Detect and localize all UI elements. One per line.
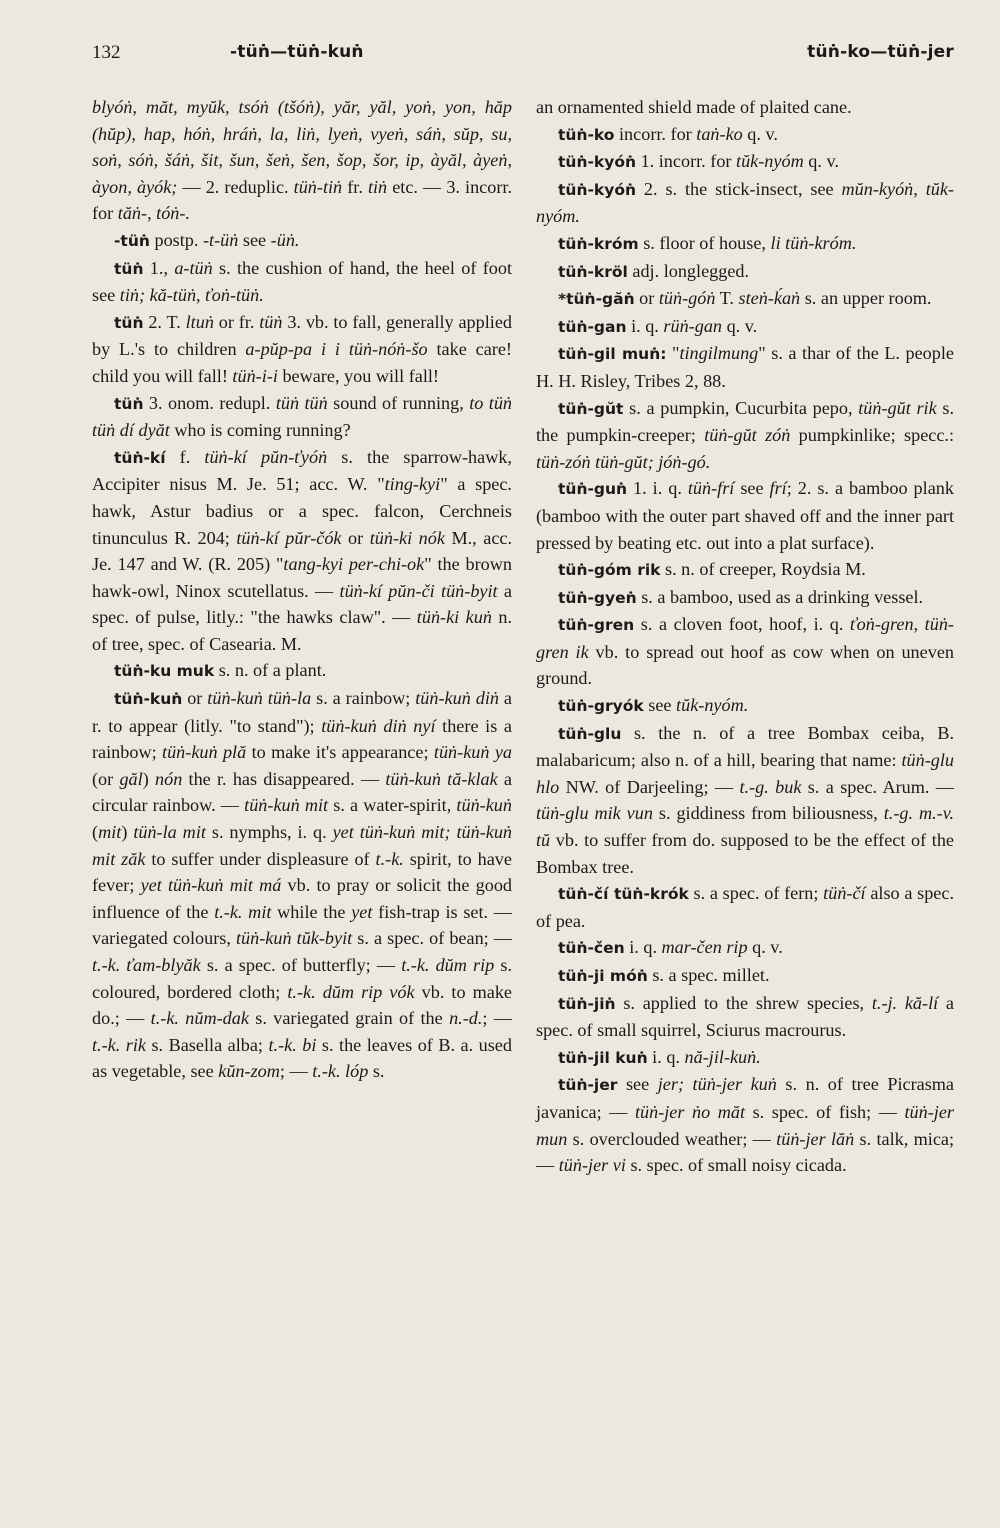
- entry-text: or: [341, 527, 370, 548]
- entry-text: or: [634, 288, 659, 309]
- entry-text: yet tüṅ-kuṅ mit má: [140, 875, 282, 896]
- entry-headword: tüṅ-gren: [558, 616, 635, 635]
- entry-text: tüṅ-ki kuṅ: [416, 607, 492, 628]
- entry-text: also a spec. of pea.: [536, 883, 954, 931]
- dictionary-entry: [536, 584, 954, 612]
- dictionary-entry: [536, 990, 954, 1044]
- entry-text: tüṅ-góṅ: [658, 288, 716, 309]
- entry-text: " s. a thar of the L. people H. H. Risley, Tribes 2, 88.: [536, 343, 954, 391]
- entry-headword: tüṅ-guṅ: [558, 480, 628, 499]
- entry-text: a circular rainbow. —: [92, 768, 512, 816]
- entry-text: tüṅ-kuṅ tŭk-byit: [236, 928, 353, 949]
- entry-text: s. a spec. of butterfly; —: [200, 955, 402, 975]
- entry-text: ťoṅ-gren, tüṅ-gren ik: [536, 614, 954, 662]
- page-header: [92, 42, 954, 72]
- entry-text: s. the cushion of hand, the heel of foot see: [92, 257, 513, 306]
- entry-text: s. n. of tree Picrasma javanica; —: [536, 1074, 954, 1122]
- entry-text: tüṅ-zóṅ tüṅ-gŭt; jóṅ-gó.: [536, 451, 711, 472]
- dictionary-entry: [536, 395, 954, 476]
- entry-text: t.-j. kă-lí: [871, 992, 939, 1013]
- entry-text: who is coming running?: [169, 420, 351, 441]
- entry-text: t.-k. nŭm-dak: [150, 1008, 249, 1029]
- entry-text: s. applied to the shrew species,: [615, 992, 872, 1013]
- entry-text: i. q.: [626, 315, 664, 336]
- entry-headword: tüṅ: [114, 313, 144, 332]
- entry-text: q. v.: [722, 315, 758, 336]
- entry-text: s. talk, mica; —: [536, 1128, 955, 1176]
- entry-text: ltuṅ: [185, 311, 214, 332]
- right-column: [536, 94, 954, 1179]
- dictionary-entry: [92, 227, 512, 255]
- entry-headword: tüṅ: [114, 394, 144, 413]
- entry-text: vb. to pray or solicit the good influence of the: [92, 875, 513, 922]
- entry-text: jer; tüṅ-jer kuṅ: [657, 1074, 777, 1095]
- entry-text: spirit, to have fever;: [92, 848, 512, 896]
- entry-text: 1. incorr. for: [636, 151, 737, 172]
- entry-text: s. a rainbow;: [311, 688, 416, 709]
- entry-text: ): [142, 768, 155, 789]
- dictionary-entry: [536, 1044, 954, 1072]
- entry-text: tiṅ: [367, 176, 388, 197]
- entry-text: s. coloured, bordered cloth;: [92, 955, 513, 1002]
- entry-text: s. a spec. millet.: [647, 965, 770, 985]
- entry-text: s. a water-spirit,: [328, 795, 457, 816]
- dictionary-entry: [536, 934, 954, 962]
- entry-text: s. nymphs, i. q.: [205, 822, 333, 843]
- entry-text: (: [92, 822, 99, 843]
- entry-text: s. n. of a plant.: [214, 660, 327, 681]
- entry-headword: tüṅ-kuṅ: [114, 690, 183, 709]
- entry-text: fish-trap is set. — variegated colours,: [92, 901, 512, 949]
- entry-text: t.-g. buk: [739, 776, 802, 797]
- entry-text: t.-g. m.-v. tŭ: [536, 803, 954, 851]
- dictionary-entry: [92, 94, 512, 227]
- entry-text: s. a spec. of fern;: [688, 883, 824, 904]
- entry-text: s. floor of house,: [638, 232, 771, 253]
- running-head-right: tüṅ-ko—tüṅ-jer: [807, 42, 954, 62]
- entry-text: s. the sparrow-hawk, Accipiter nisus M. Je. 51; acc. W. ": [92, 446, 512, 495]
- entry-text: tüṅ-kuṅ ya: [433, 742, 512, 763]
- entry-text: kŭn-zom: [218, 1061, 280, 1082]
- entry-headword: tüṅ-gan: [558, 317, 627, 336]
- entry-text: to suffer under displeasure of: [145, 848, 376, 869]
- entry-text: s. spec. of fish; —: [745, 1101, 905, 1122]
- dictionary-entry: [536, 121, 954, 149]
- entry-headword: tüṅ-gyeṅ: [558, 588, 637, 607]
- entry-text: s. the leaves of B. a. used as vegetable, see: [92, 1034, 512, 1082]
- entry-headword: tüṅ-jer: [558, 1076, 618, 1095]
- entry-text: s. spec. of small noisy cicada.: [625, 1155, 847, 1176]
- entry-headword: tüṅ-čí tüṅ-krók: [558, 885, 689, 904]
- entry-text: s. a bamboo, used as a drinking vessel.: [636, 586, 924, 607]
- entry-headword: tüṅ-gil muṅ:: [558, 345, 667, 364]
- entry-text: incorr. for: [614, 123, 697, 144]
- entry-text: pumpkinlike; specc.:: [790, 425, 955, 446]
- entry-text: steṅ-ḱaṅ: [738, 288, 801, 309]
- entry-text: t.-k. mit: [214, 901, 272, 922]
- dictionary-entry: [536, 880, 954, 934]
- entry-text: tüṅ-jer mun: [536, 1101, 954, 1149]
- entry-text: -üṅ.: [270, 229, 300, 250]
- entry-text: frí: [769, 478, 787, 499]
- entry-text: 2. s. the stick-insect, see: [636, 178, 842, 199]
- entry-text: s. a pumpkin, Cucurbita pepo,: [623, 397, 859, 418]
- entry-text: yet tüṅ-kuṅ mit; tüṅ-kuṅ mit zăk: [92, 822, 513, 869]
- entry-headword: tüṅ: [114, 259, 144, 278]
- entry-text: tiṅ; kă-tüṅ, ťoṅ-tüṅ.: [119, 285, 264, 306]
- entry-text: mar-čen rip: [661, 937, 748, 958]
- entry-text: s. variegated grain of the: [248, 1008, 450, 1029]
- entry-text: 3. vb. to fall, generally applied by L.'s to children: [92, 311, 513, 360]
- entry-text: or fr.: [213, 311, 260, 332]
- entry-text: tüṅ-kuṅ tüṅ-la: [207, 688, 312, 709]
- entry-text: s. the pumpkin-creeper;: [536, 397, 954, 446]
- entry-text: while the: [271, 901, 352, 922]
- entry-text: tüṅ-ki nók: [369, 527, 445, 548]
- entry-text: T.: [715, 288, 739, 309]
- entry-text: f.: [165, 446, 205, 467]
- dictionary-entry: [536, 692, 954, 720]
- entry-text: q. v.: [742, 123, 778, 144]
- entry-text: mit: [98, 822, 122, 843]
- entry-text: t.-k. ťam-blyăk: [92, 955, 201, 975]
- entry-text: to tüṅ tüṅ dí dyăt: [92, 392, 513, 441]
- entry-text: a spec. of small squirrel, Sciurus macrourus.: [536, 992, 955, 1041]
- entry-text: tüṅ-jer vi: [558, 1155, 626, 1176]
- entry-text: rüṅ-gan: [663, 315, 723, 336]
- entry-headword: tüṅ-kyóṅ: [558, 153, 637, 172]
- entry-headword: tüṅ-kí: [114, 448, 166, 467]
- dictionary-entry: [536, 285, 954, 313]
- entry-text: (or: [92, 768, 120, 789]
- entry-text: t.-k. bi: [268, 1034, 317, 1055]
- dictionary-entry: [536, 611, 954, 692]
- entry-text: see: [643, 695, 677, 716]
- dictionary-entry: [536, 258, 954, 286]
- entry-text: s. Basella alba;: [145, 1034, 269, 1055]
- entry-text: tüṅ-čí: [823, 883, 866, 904]
- entry-text: postp.: [149, 229, 203, 250]
- entry-text: vb. to make do.; —: [92, 981, 512, 1029]
- entry-text: tüṅ-kí pŭr-čók: [236, 527, 342, 548]
- entry-headword: tüṅ-ko: [558, 125, 615, 144]
- entry-text: ): [121, 822, 134, 843]
- running-head-left: -tüṅ—tüṅ-kuṅ: [230, 42, 364, 62]
- entry-text: " a spec. hawk, Astur badius or a spec. falcon, Cerchneis tinunculus R. 204;: [92, 474, 512, 548]
- entry-text: tüṅ-jer ṅo măt: [634, 1101, 746, 1122]
- entry-text: vb. to spread out hoof as cow when on uneven ground.: [536, 641, 954, 689]
- left-column: [92, 94, 512, 1085]
- dictionary-entry: [536, 340, 954, 394]
- entry-text: s. giddiness from biliousness,: [652, 803, 884, 824]
- entry-text: tüṅ: [259, 311, 283, 332]
- entry-text: tŭk-nyóm: [736, 151, 804, 172]
- entry-text: tüṅ-frí: [687, 478, 735, 499]
- entry-text: adj. longlegged.: [627, 260, 750, 281]
- entry-text: tüṅ-kuṅ diṅ: [415, 688, 499, 709]
- dictionary-entry: [536, 230, 954, 258]
- entry-text: see: [238, 229, 271, 250]
- entry-text: tŭk-nyóm.: [676, 695, 749, 716]
- entry-text: s. an upper room.: [800, 288, 932, 309]
- entry-text: M., acc. Je. 147 and W. (R. 205) ": [92, 527, 513, 575]
- dictionary-entry: [92, 657, 512, 685]
- entry-text: nón: [155, 768, 183, 789]
- entry-text: q. v.: [803, 151, 839, 172]
- entry-text: nă-jil-kuṅ.: [684, 1046, 761, 1067]
- entry-text: tüṅ-kuṅ diṅ nyí: [321, 715, 436, 736]
- page-number: 132: [92, 42, 121, 63]
- dictionary-entry: [536, 313, 954, 341]
- entry-text: ; 2. s. a bamboo plank (bamboo with the outer part shaved off and the inner part pressed by beating etc. out into a plat surface).: [536, 478, 954, 553]
- entry-text: -t-üṅ: [202, 229, 239, 250]
- dictionary-entry: [92, 309, 512, 390]
- entry-text: to make it's appearance;: [246, 742, 434, 763]
- dictionary-entry: [92, 444, 512, 658]
- entry-text: etc. — 3. incorr. for: [92, 176, 512, 224]
- entry-text: tüṅ-glu hlo: [536, 750, 954, 797]
- entry-headword: tüṅ-ji móṅ: [558, 967, 648, 985]
- entry-text: t.-k. rik: [92, 1034, 146, 1055]
- entry-text: yet: [351, 901, 373, 922]
- dictionary-entry: [536, 176, 954, 230]
- entry-headword: tüṅ-kyóṅ: [558, 180, 637, 199]
- entry-text: vb. to suffer from do. supposed to be the effect of the Bombax tree.: [536, 830, 954, 877]
- entry-text: 1.,: [143, 257, 175, 278]
- entry-text: ; —: [279, 1061, 313, 1082]
- entry-text: tüṅ-tiṅ: [293, 176, 343, 197]
- entry-text: i. q.: [624, 937, 662, 958]
- entry-headword: tüṅ-jiṅ: [558, 994, 616, 1013]
- entry-text: tüṅ-kuṅ plă: [162, 742, 247, 763]
- entry-text: tüṅ-kuṅ tă-klak: [385, 768, 498, 789]
- entry-text: an ornamented shield made of plaited cane.: [536, 97, 852, 117]
- entry-text: see: [617, 1074, 658, 1095]
- entry-text: fr.: [342, 176, 368, 197]
- dictionary-entry: [536, 962, 954, 990]
- entry-headword: tüṅ-króm: [558, 234, 639, 253]
- dictionary-entry: [536, 1071, 954, 1178]
- entry-text: there is a rainbow;: [92, 715, 512, 763]
- entry-text: the r. has disappeared. —: [182, 768, 386, 789]
- entry-text: a r. to appear (litly. "to stand");: [92, 688, 512, 736]
- entry-text: 3. onom. redupl.: [143, 392, 276, 413]
- entry-text: tüṅ-i-i: [232, 365, 278, 386]
- entry-text: ": [666, 343, 680, 364]
- entry-text: tüṅ tüṅ: [275, 392, 328, 413]
- entry-text: t.-k. dŭm rip: [401, 955, 495, 975]
- entry-text: găl: [119, 768, 143, 789]
- entry-text: a spec. of pulse, litly.: "the hawks claw". —: [92, 580, 512, 628]
- entry-text: taṅ-ko: [696, 123, 743, 144]
- entry-text: mŭn-kyóṅ, tŭk-nyóm.: [536, 178, 954, 227]
- dictionary-entry: [536, 720, 954, 881]
- entry-text: NW. of Darjeeling; —: [559, 776, 740, 797]
- entry-text: beware, you will fall!: [277, 365, 439, 386]
- entry-text: s. n. of creeper, Roydsia M.: [660, 559, 866, 580]
- dictionary-entry: [536, 148, 954, 176]
- entry-headword: *tüṅ-găṅ: [558, 290, 635, 309]
- entry-text: tingilmung: [679, 343, 759, 364]
- entry-text: tüṅ-kuṅ mit: [244, 795, 329, 816]
- entry-text: or: [182, 688, 208, 709]
- entry-headword: -tüṅ: [114, 231, 150, 250]
- entry-text: s. a spec. Arum. —: [801, 776, 954, 797]
- entry-text: tang-kyi per-chi-ok: [283, 554, 425, 575]
- entry-text: see: [734, 478, 770, 499]
- entry-text: take care! child you will fall!: [92, 339, 512, 386]
- entry-text: tüṅ-jer lăṅ: [776, 1128, 855, 1149]
- entry-headword: tüṅ-gŭt: [558, 399, 624, 418]
- dictionary-entry: [536, 475, 954, 556]
- entry-headword: tüṅ-kröl: [558, 262, 628, 281]
- entry-text: blyóṅ, măt, myŭk, tsóṅ (tšóṅ), yăr, yăl, yoṅ, yon, hăp (hŭp), hap, hóṅ, hráṅ, la, liṅ, lyeṅ, vyeṅ, sáṅ, sŭp, su, soṅ, sóṅ, šáṅ, šit, šun, šeṅ, šen, šop, šor, ip, àyăl, àyeṅ, àyon, àyók;: [92, 97, 512, 197]
- entry-text: t.-k.: [375, 848, 404, 869]
- dictionary-entry: [536, 556, 954, 584]
- entry-text: tüṅ-kí pŭn-ťyóṅ: [204, 446, 328, 467]
- entry-text: ting-kyi: [384, 474, 441, 495]
- entry-text: s.: [368, 1061, 385, 1082]
- entry-headword: tüṅ-ku muk: [114, 662, 215, 681]
- entry-text: a-tüṅ: [174, 257, 213, 278]
- entry-text: tüṅ-gŭt zóṅ: [704, 425, 791, 446]
- entry-headword: tüṅ-glu: [558, 724, 622, 743]
- entry-text: s. the n. of a tree Bombax ceiba, B. malabaricum; also n. of a hill, bearing that name:: [536, 722, 954, 771]
- dictionary-entry: [536, 94, 954, 121]
- entry-text: li tüṅ-króm.: [770, 232, 857, 253]
- entry-text: q. v.: [747, 937, 783, 958]
- entry-headword: tüṅ-jil kuṅ: [558, 1048, 648, 1067]
- entry-headword: tüṅ-gryók: [558, 697, 644, 716]
- entry-text: tüṅ-gŭt rik: [858, 397, 937, 418]
- entry-text: tüṅ-glu mik vun: [536, 803, 653, 824]
- entry-text: tüṅ-kuṅ: [456, 795, 512, 816]
- entry-text: — 2. reduplic.: [177, 176, 294, 197]
- entry-text: s. overclouded weather; —: [567, 1128, 777, 1149]
- entry-text: a-pŭp-pa i i tüṅ-nóṅ-šo: [245, 339, 428, 360]
- entry-text: i. q.: [647, 1046, 685, 1067]
- entry-text: 2. T.: [143, 311, 186, 332]
- entry-text: ; —: [482, 1008, 512, 1029]
- entry-text: tüṅ-kí pŭn-či tüṅ-byit: [339, 580, 498, 601]
- entry-headword: tüṅ-čen: [558, 939, 625, 958]
- dictionary-entry: [92, 390, 512, 444]
- entry-text: sound of running,: [327, 392, 470, 413]
- entry-text: s. a spec. of bean; —: [352, 928, 512, 949]
- dictionary-entry: [92, 685, 512, 1085]
- entry-text: t.-k. dŭm rip vók: [287, 981, 415, 1002]
- entry-text: n. of tree, spec. of Casearia. M.: [92, 607, 512, 654]
- entry-text: 1. i. q.: [627, 478, 688, 499]
- dictionary-entry: [92, 255, 512, 309]
- entry-text: s. a cloven foot, hoof, i. q.: [634, 614, 851, 635]
- entry-text: tăṅ-, tóṅ-.: [117, 203, 191, 224]
- entry-text: tüṅ-la mit: [133, 822, 206, 843]
- entry-text: n.-d.: [449, 1008, 483, 1029]
- entry-text: " the brown hawk-owl, Ninox scutellatus. —: [92, 554, 512, 601]
- entry-text: t.-k. lóp: [312, 1061, 369, 1082]
- entry-headword: tüṅ-góm rik: [558, 561, 661, 580]
